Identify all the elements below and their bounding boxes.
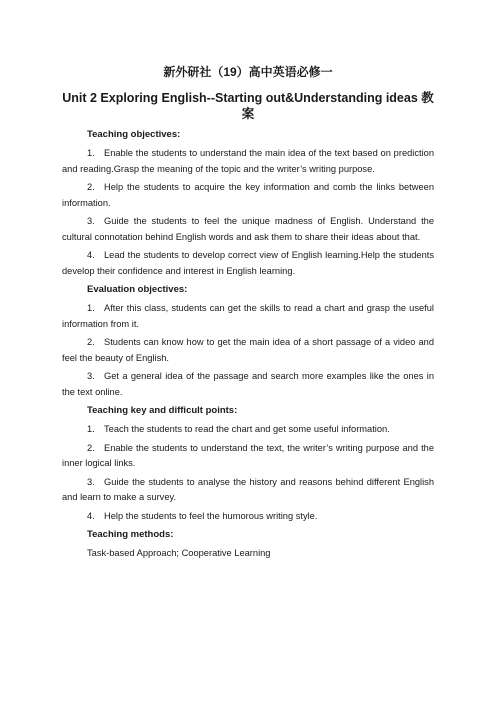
section-teaching-objectives bbox=[62, 128, 434, 279]
item-text: Guide the students to feel the unique madness of English. Understand the cultural connotation behind English words and ask them to share their ideas about that. bbox=[62, 216, 434, 242]
section-heading: Teaching key and difficult points: bbox=[87, 405, 238, 416]
item-text: Lead the students to develop correct view of English learning.Help the students develop their confidence and interest in English learning. bbox=[62, 250, 434, 276]
item-number: 2. bbox=[87, 442, 95, 453]
item-text: Guide the students to analyse the history and reasons behind different English and learn to make a survey. bbox=[62, 476, 434, 502]
item-text: Enable the students to understand the main idea of the text based on prediction and reading.Grasp the meaning of the topic and the writer’s writing purpose. bbox=[62, 148, 434, 174]
item-number: 2. bbox=[87, 182, 95, 192]
list-item bbox=[62, 301, 434, 332]
section-heading: Evaluation objectives: bbox=[87, 284, 188, 295]
item-number: 3. bbox=[87, 476, 95, 487]
item-text: After this class, students can get the skills to read a chart and grasp the useful information from it. bbox=[62, 303, 434, 329]
item-number: 3. bbox=[87, 216, 95, 226]
list-item bbox=[62, 248, 434, 279]
section-heading: Teaching methods: bbox=[87, 529, 174, 540]
item-number: 4. bbox=[87, 510, 95, 521]
document-title-chinese: 新外研社（19）高中英语必修一 bbox=[163, 65, 333, 79]
item-number: 1. bbox=[87, 148, 95, 158]
document-title-unit: Unit 2 Exploring English--Starting out&Understanding ideas 教案 bbox=[62, 91, 434, 121]
item-text: Help the students to feel the humorous writing style. bbox=[104, 510, 318, 521]
item-number: 1. bbox=[87, 424, 95, 434]
section-heading: Teaching objectives: bbox=[87, 129, 181, 140]
item-number: 1. bbox=[87, 303, 95, 313]
section-evaluation-objectives bbox=[62, 283, 434, 400]
item-text: Students can know how to get the main idea of a short passage of a video and feel the beauty of English. bbox=[62, 337, 434, 363]
item-text: Help the students to acquire the key information and comb the links between information. bbox=[62, 182, 434, 208]
item-number: 4. bbox=[87, 250, 95, 260]
list-item bbox=[62, 441, 434, 472]
teaching-methods-text: Task-based Approach; Cooperative Learning bbox=[87, 548, 271, 558]
item-text: Get a general idea of the passage and search more examples like the ones in the text online. bbox=[62, 371, 434, 397]
list-item bbox=[62, 422, 434, 438]
list-item bbox=[62, 180, 434, 211]
section-key-difficult-points bbox=[62, 404, 434, 524]
item-text: Enable the students to understand the text, the writer’s writing purpose and the inner logical links. bbox=[62, 442, 434, 468]
list-item bbox=[62, 335, 434, 366]
item-number: 2. bbox=[87, 337, 95, 347]
item-text: Teach the students to read the chart and get some useful information. bbox=[104, 424, 390, 434]
section-teaching-methods bbox=[62, 528, 434, 560]
list-item bbox=[62, 475, 434, 506]
list-item bbox=[62, 146, 434, 177]
list-item bbox=[62, 369, 434, 400]
list-item bbox=[62, 509, 434, 525]
list-item bbox=[62, 214, 434, 245]
item-number: 3. bbox=[87, 371, 95, 381]
